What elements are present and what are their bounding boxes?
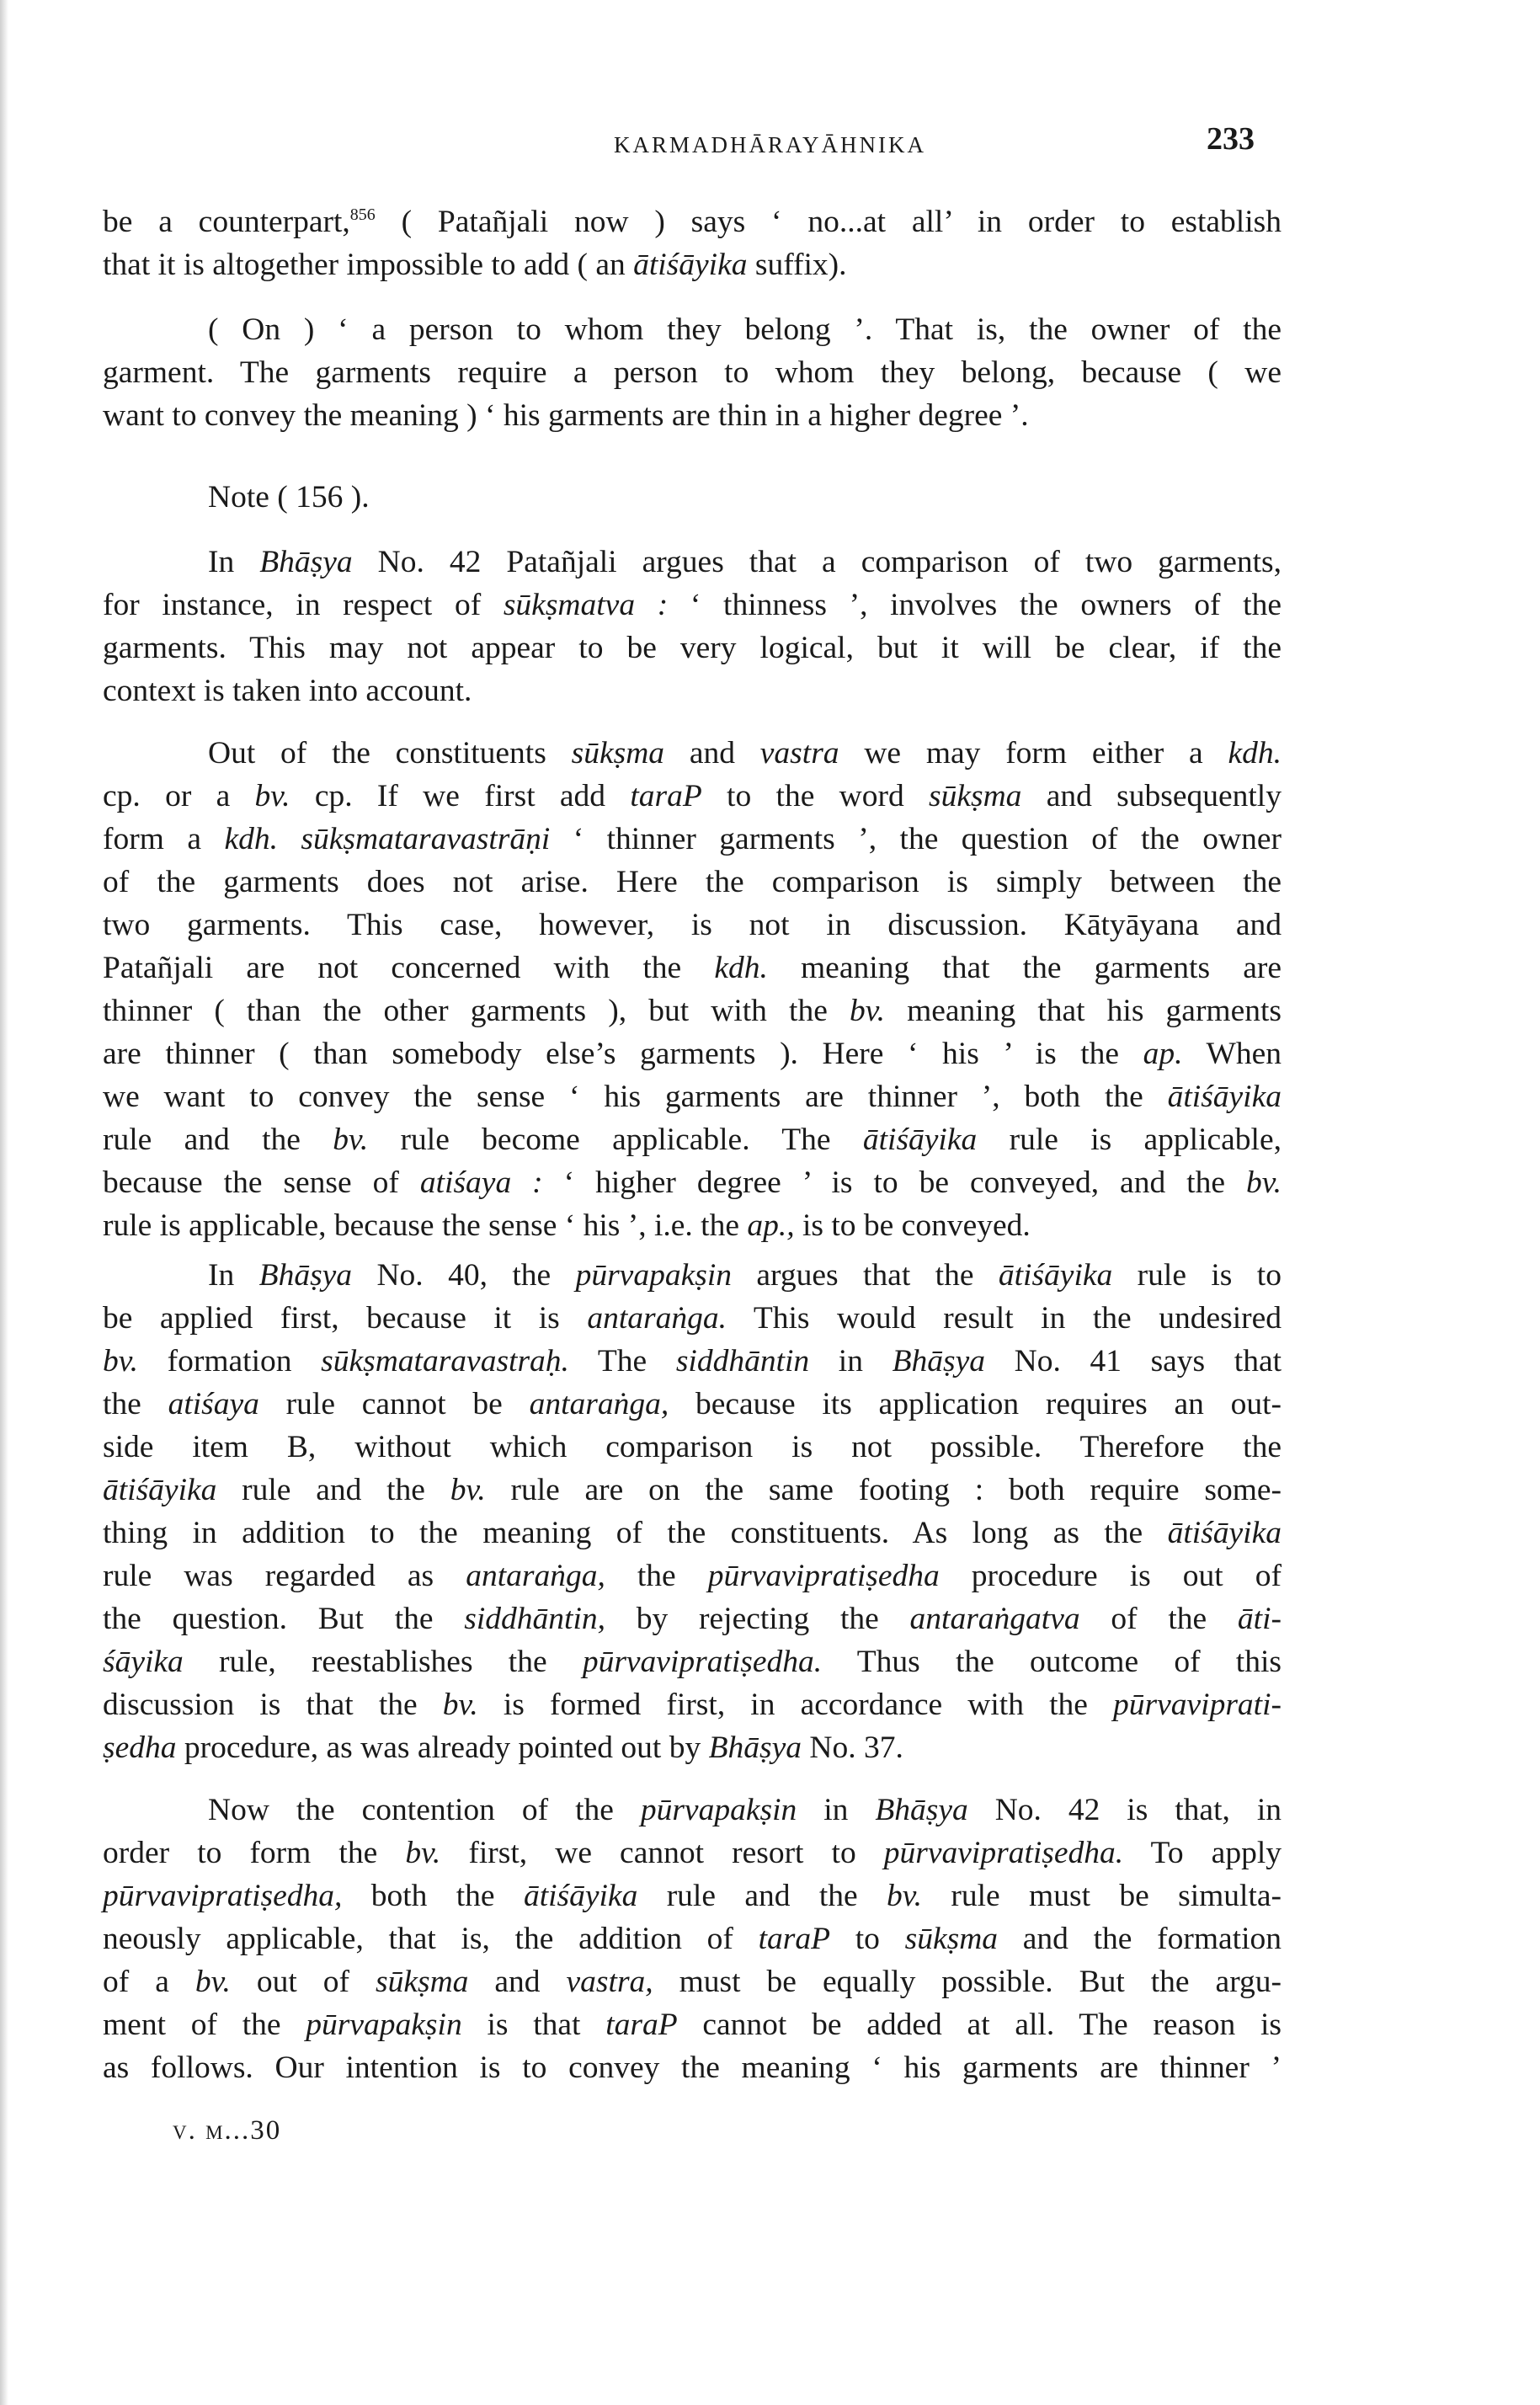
text-line: the question. But the siddhāntin, by rejecting the antaraṅgatva of the āti- [103,1602,1282,1636]
text-line: rule is applicable, because the sense ‘ his ’, i.e. the ap., is to be conveyed. [103,1208,1031,1243]
note-heading: Note ( 156 ). [208,480,370,515]
text-line: that it is altogether impossible to add ( an ātiśāyika suffix). [103,248,847,282]
text-line: are thinner ( than somebody else’s garments ). Here ‘ his ’ is the ap. When [103,1037,1282,1071]
text-line: Out of the constituents sūkṣma and vastra we may form either a kdh. [208,736,1282,771]
text-line: ( On ) ‘ a person to whom they belong ’. That is, the owner of the [208,312,1282,347]
text-line: for instance, in respect of sūkṣmatva : ‘ thinness ’, involves the owners of the [103,588,1282,622]
paragraph-6 [103,1789,1282,2089]
text-line: bv. formation sūkṣmataravastraḥ. The siddhāntin in Bhāṣya No. 41 says that [103,1344,1282,1378]
paragraph-1 [103,200,1282,286]
footnote-ref: 856 [349,205,376,224]
text-line: we want to convey the sense ‘ his garments are thinner ’, both the ātiśāyika [103,1080,1282,1114]
text-line: be applied first, because it is antaraṅga. This would result in the undesired [103,1301,1282,1336]
text-line: of the garments does not arise. Here the comparison is simply between the [103,865,1282,899]
text-line: ṣedha procedure, as was already pointed out by Bhāṣya No. 37. [103,1730,903,1765]
text-line: In Bhāṣya No. 40, the pūrvapakṣin argues that the ātiśāyika rule is to [208,1258,1282,1293]
text-line: Patañjali are not concerned with the kdh. meaning that the garments are [103,951,1282,985]
text-line: thing in addition to the meaning of the constituents. As long as the ātiśāyika [103,1516,1282,1550]
text-line: thinner ( than the other garments ), but with the bv. meaning that his garments [103,994,1282,1028]
text-line: garments. This may not appear to be very logical, but it will be clear, if the [103,631,1282,665]
text-line: want to convey the meaning ) ‘ his garments are thin in a higher degree ’. [103,398,1029,433]
text-line: order to form the bv. first, we cannot resort to pūrvavipratiṣedha. To apply [103,1836,1282,1870]
text-line: the atiśaya rule cannot be antaraṅga, because its application requires an out- [103,1387,1282,1421]
text-line: neously applicable, that is, the addition of taraP to sūkṣma and the formation [103,1922,1282,1956]
text-line: context is taken into account. [103,674,472,708]
running-header: KARMADHĀRAYĀHNIKA [613,132,927,157]
paragraph-2 [103,308,1282,437]
text-line: Now the contention of the pūrvapakṣin in Bhāṣya No. 42 is that, in [208,1793,1282,1827]
text-line: pūrvavipratiṣedha, both the ātiśāyika rule and the bv. rule must be simulta- [103,1879,1282,1913]
text-line: as follows. Our intention is to convey the meaning ‘ his garments are thinner ’ [103,2050,1282,2085]
text-line: two garments. This case, however, is not in discussion. Kātyāyana and [103,908,1282,942]
text-line: discussion is that the bv. is formed first, in accordance with the pūrvaviprati- [103,1688,1282,1722]
text-line: be a counterpart,$^{856}$ ( Patañjali now ) says ‘ no...at all’ in order to establish [103,205,1282,239]
paragraph-5 [103,1254,1282,1769]
text-line: form a kdh. sūkṣmataravastrāṇi ‘ thinner garments ’, the question of the owner [103,822,1282,856]
text-line: rule was regarded as antaraṅga, the pūrvavipratiṣedha procedure is out of [103,1559,1282,1593]
printer-signature: v. m...30 [173,2115,282,2146]
text-line: garment. The garments require a person to whom they belong, because ( we [103,355,1282,390]
text-line: śāyika rule, reestablishes the pūrvavipratiṣedha. Thus the outcome of this [103,1645,1282,1679]
text-line: cp. or a bv. cp. If we first add taraP to the word sūkṣma and subsequently [103,779,1282,813]
text-line: side item B, without which comparison is not possible. Therefore the [103,1430,1282,1464]
text-line: In Bhāṣya No. 42 Patañjali argues that a comparison of two garments, [208,545,1282,579]
paragraph-3 [103,541,1282,712]
text-line: because the sense of atiśaya : ‘ higher degree ’ is to be conveyed, and the bv. [103,1165,1282,1200]
paragraph-4 [103,732,1282,1247]
text-line: ātiśāyika rule and the bv. rule are on the same footing : both require some- [103,1473,1282,1507]
scan-edge-shadow [0,0,8,2405]
text-line: ment of the pūrvapakṣin is that taraP cannot be added at all. The reason is [103,2008,1282,2042]
text-line: rule and the bv. rule become applicable. The ātiśāyika rule is applicable, [103,1123,1282,1157]
text-line: of a bv. out of sūkṣma and vastra, must be equally possible. But the argu- [103,1965,1282,1999]
page-number: 233 [1207,121,1255,157]
